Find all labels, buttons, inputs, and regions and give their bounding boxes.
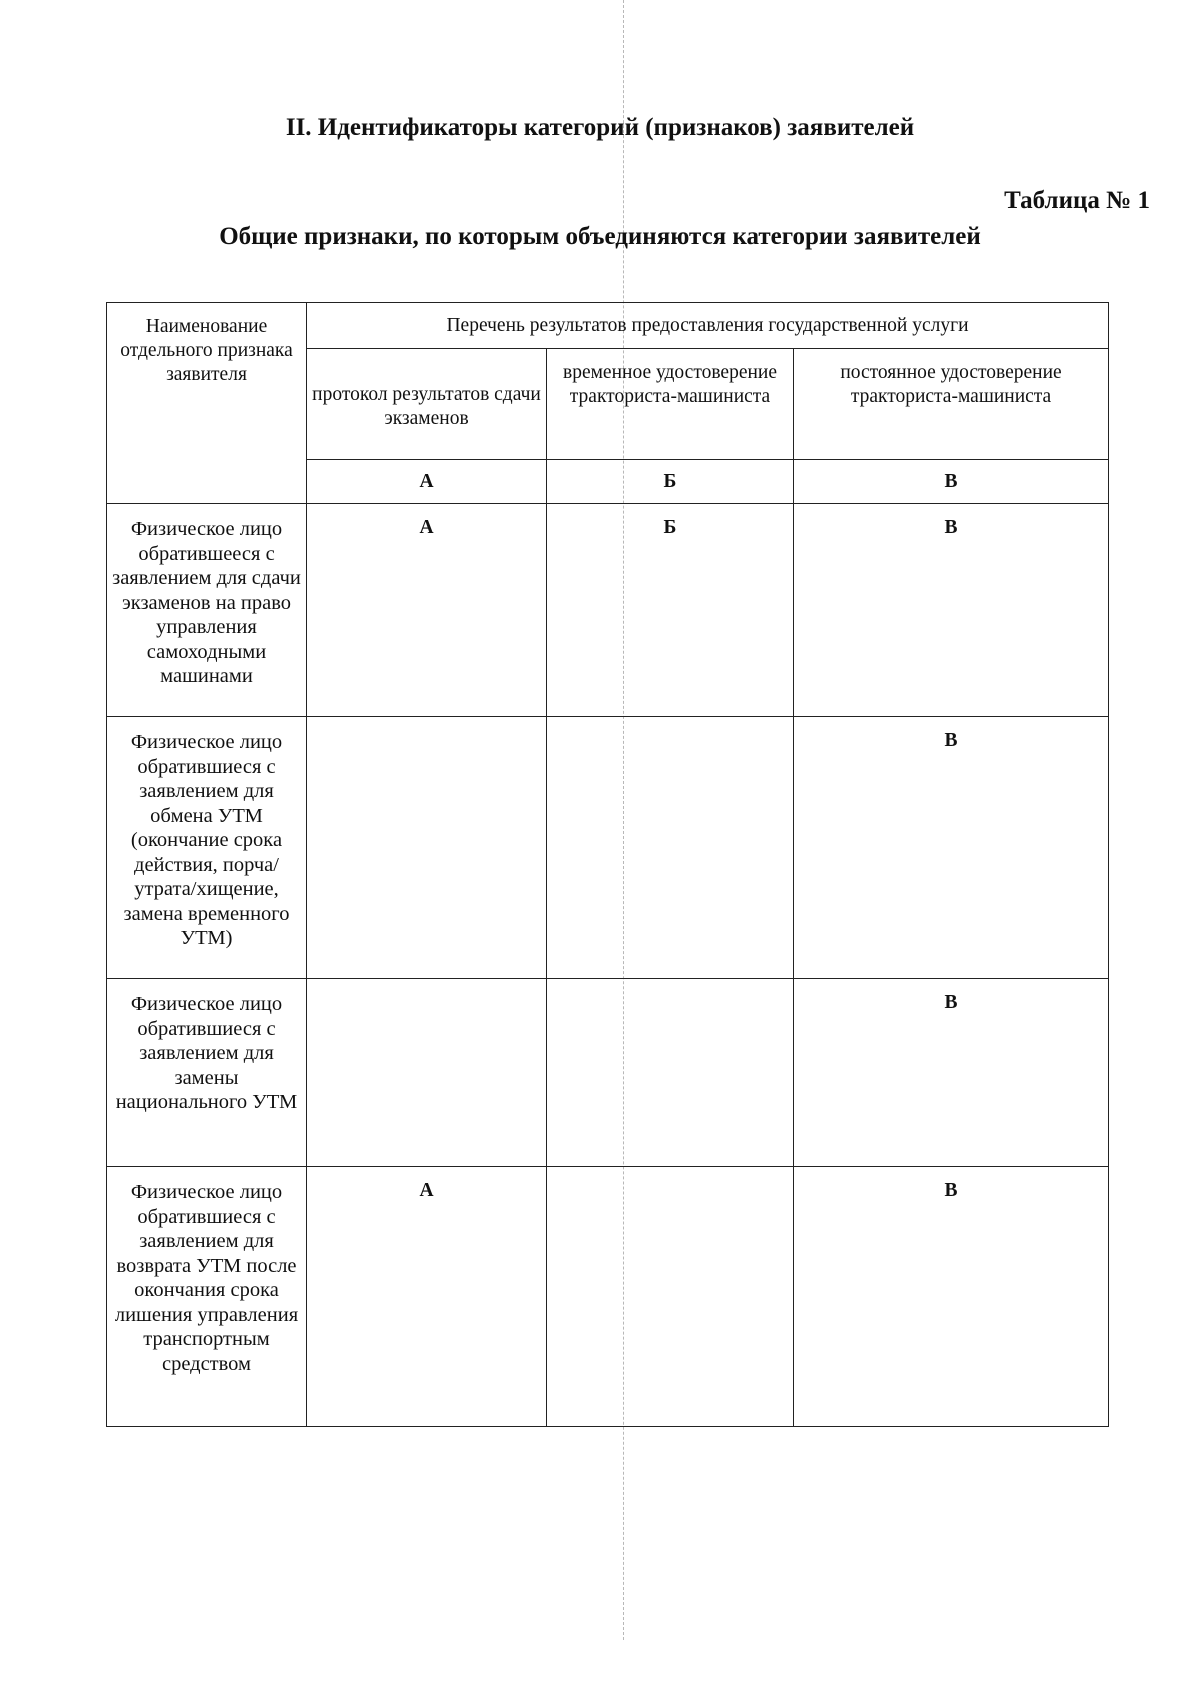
row-mark-b [547, 1167, 794, 1427]
table-row [107, 979, 1109, 1167]
row-mark-v: В [794, 1167, 1109, 1427]
header-applicant-attribute: Наименование отдельного признака заявителя [107, 303, 307, 504]
row-mark-b [547, 717, 794, 979]
row-mark-a [307, 717, 547, 979]
table-row [107, 504, 1109, 717]
row-mark-v: В [794, 717, 1109, 979]
section-heading: II. Идентификаторы категорий (признаков) заявителей [285, 114, 915, 141]
row-mark-b: Б [547, 504, 794, 717]
row-mark-a: А [307, 1167, 547, 1427]
row-mark-v: В [794, 504, 1109, 717]
table-header-row [107, 303, 1109, 349]
table-caption: Общие признаки, по которым объединяются категории заявителей [219, 223, 981, 250]
row-applicant-attribute: Физическое лицо обратившиеся с заявлением для возврата УТМ после окончания срока лишения управления транспортным средством [107, 1167, 307, 1427]
header-column-temporary-certificate: временное удостоверение тракториста-машиниста [547, 349, 794, 460]
applicant-categories-table [106, 302, 1109, 1427]
column-letter-v: В [794, 460, 1109, 504]
row-applicant-attribute: Физическое лицо обратившиеся с заявлением для обмена УТМ (окончание срока действия, порча/утрата/хищение, замена временного УТМ) [107, 717, 307, 979]
row-applicant-attribute: Физическое лицо обратившееся с заявлением для сдачи экзаменов на право управления самоходными машинами [107, 504, 307, 717]
table-row [107, 1167, 1109, 1427]
row-applicant-attribute: Физическое лицо обратившиеся с заявлением для замены национального УТМ [107, 979, 307, 1167]
header-column-permanent-certificate: постоянное удостоверение тракториста-машиниста [794, 349, 1109, 460]
header-results-list: Перечень результатов предоставления государственной услуги [307, 303, 1109, 349]
column-letter-a: А [307, 460, 547, 504]
row-mark-a [307, 979, 547, 1167]
row-mark-b [547, 979, 794, 1167]
row-mark-a: А [307, 504, 547, 717]
row-mark-v: В [794, 979, 1109, 1167]
column-letter-b: Б [547, 460, 794, 504]
table-row [107, 717, 1109, 979]
table-number: Таблица № 1 [1004, 187, 1150, 214]
header-column-exam-protocol: протокол результатов сдачи экзаменов [307, 349, 547, 460]
